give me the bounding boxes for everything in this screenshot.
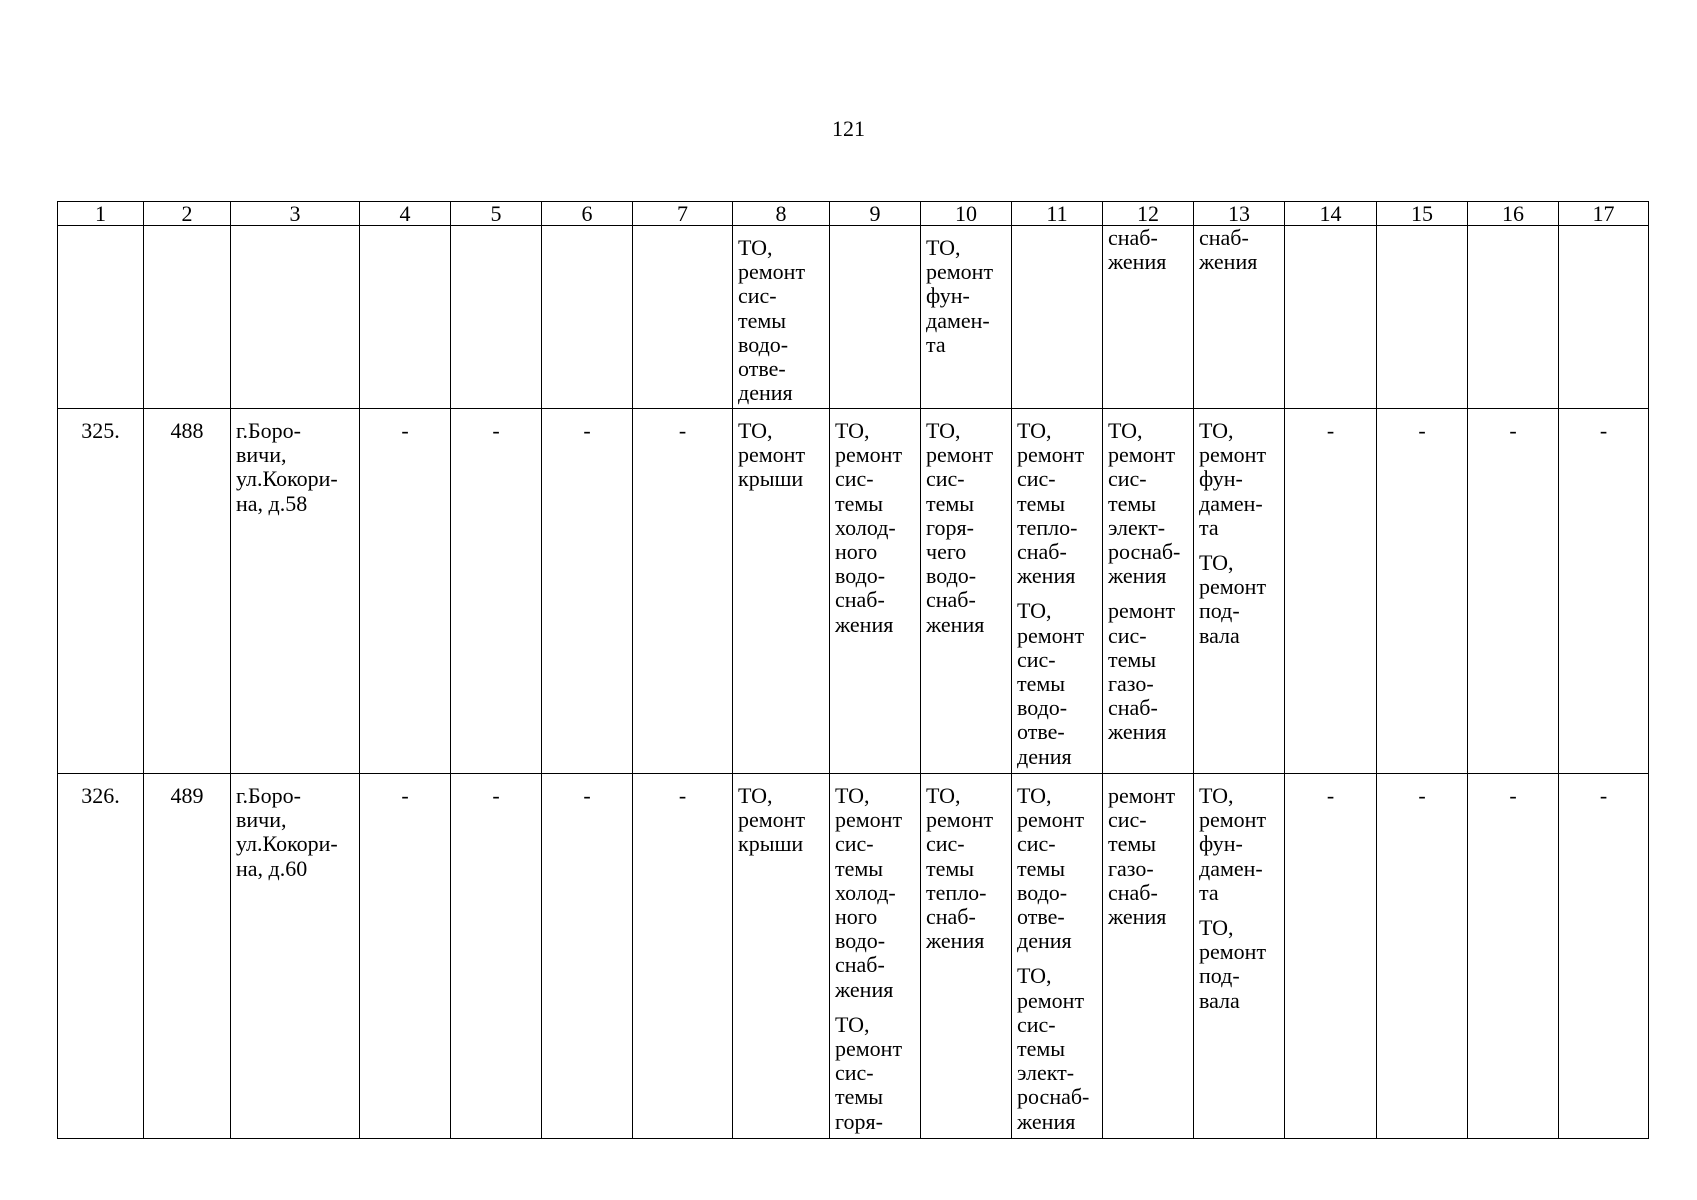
work-item: ТО, ремонт сис- темы тепло- снаб- жения (1017, 418, 1085, 589)
dash: - (1509, 418, 1517, 443)
column-header: 7 (633, 202, 733, 226)
table-cell (1012, 226, 1103, 409)
table-row (58, 409, 1649, 774)
table-cell (1377, 409, 1468, 774)
table-row (58, 774, 1649, 1139)
table-cell (1377, 774, 1468, 1139)
row-number-cell (58, 774, 144, 1139)
table-cell (1559, 774, 1649, 1139)
work-item: ТО, ремонт под- вала (1199, 550, 1267, 648)
column-header: 1 (58, 202, 144, 226)
column-header: 5 (451, 202, 542, 226)
table-cell (542, 774, 633, 1139)
table-cell (451, 409, 542, 774)
column-header: 17 (1559, 202, 1649, 226)
work-item: ТО, ремонт фун- дамен- та (1199, 783, 1267, 905)
column-header: 16 (1468, 202, 1559, 226)
page-number: 121 (832, 116, 865, 141)
table-cell (1559, 226, 1649, 409)
table-cell (1377, 226, 1468, 409)
table-cell (1103, 226, 1194, 409)
table-cell (1103, 409, 1194, 774)
table-cell (1194, 409, 1285, 774)
work-item: ТО, ремонт сис- темы водо- отве- дения (1017, 598, 1085, 769)
row-number-cell (58, 409, 144, 774)
table-cell (921, 774, 1012, 1139)
house-id-cell (144, 409, 231, 774)
house-id: 488 (170, 418, 204, 443)
work-item: ТО, ремонт сис- темы горя- чего водо- снаб- жения (926, 418, 994, 637)
row-number: 325. (81, 418, 120, 443)
address-cell (231, 409, 360, 774)
work-item: ТО, ремонт сис- темы водо- отве- дения (738, 235, 806, 406)
dash: - (1418, 783, 1426, 808)
work-item: ТО, ремонт сис- темы холод- ного водо- снаб- жения (835, 418, 903, 637)
address: г.Боро- вичи, ул.Кокори- на, д.60 (236, 783, 338, 881)
work-item: ТО, ремонт крыши (738, 418, 806, 492)
dash: - (678, 418, 687, 443)
table-cell (1285, 409, 1377, 774)
table-cell (542, 226, 633, 409)
work-item: снаб- жения (1108, 225, 1167, 275)
work-item: ТО, ремонт сис- темы холод- ного водо- снаб- жения (835, 783, 903, 1002)
table-cell (921, 409, 1012, 774)
dash: - (1509, 783, 1517, 808)
table-cell (633, 409, 733, 774)
address-cell (231, 774, 360, 1139)
dash: - (583, 783, 591, 808)
table-cell (451, 226, 542, 409)
column-header: 3 (231, 202, 360, 226)
column-header: 10 (921, 202, 1012, 226)
table-cell (1468, 774, 1559, 1139)
column-header: 15 (1377, 202, 1468, 226)
works-table (57, 201, 1649, 1139)
table-cell (1285, 774, 1377, 1139)
header-row (58, 202, 1649, 226)
row-number: 326. (81, 783, 120, 808)
dash: - (678, 783, 687, 808)
work-item: ТО, ремонт сис- темы тепло- снаб- жения (926, 783, 994, 954)
table-cell (633, 226, 733, 409)
column-header: 14 (1285, 202, 1377, 226)
table-cell (1285, 226, 1377, 409)
column-header: 6 (542, 202, 633, 226)
table-cell (360, 774, 451, 1139)
table-cell (830, 226, 921, 409)
table-cell (1194, 774, 1285, 1139)
work-item: ТО, ремонт фун- дамен- та (1199, 418, 1267, 540)
dash: - (1599, 418, 1608, 443)
table-cell (733, 226, 830, 409)
table-cell (1194, 226, 1285, 409)
work-item: ТО, ремонт сис- темы горя- (835, 1011, 903, 1134)
table-cell (733, 409, 830, 774)
table-cell (1103, 774, 1194, 1139)
table-cell (1012, 409, 1103, 774)
dash: - (401, 418, 409, 443)
table-cell (830, 409, 921, 774)
work-item: ТО, ремонт под- вала (1199, 915, 1267, 1013)
table-cell (733, 774, 830, 1139)
table-cell (1468, 226, 1559, 409)
table-cell (58, 226, 144, 409)
work-item: ремонт сис- темы газо- снаб- жения (1108, 598, 1176, 745)
table-cell (360, 409, 451, 774)
column-header: 13 (1194, 202, 1285, 226)
column-header: 4 (360, 202, 451, 226)
dash: - (1418, 418, 1426, 443)
work-item: ТО, ремонт сис- темы элект- роснаб- жения (1108, 418, 1181, 589)
house-id: 489 (170, 783, 204, 808)
dash: - (583, 418, 591, 443)
column-header: 2 (144, 202, 231, 226)
dash: - (1326, 418, 1335, 443)
table-cell (1559, 409, 1649, 774)
work-item: ТО, ремонт сис- темы водо- отве- дения (1017, 783, 1085, 954)
table-cell (231, 226, 360, 409)
dash: - (492, 418, 500, 443)
column-header: 8 (733, 202, 830, 226)
table-cell (633, 774, 733, 1139)
work-item: ремонт сис- темы газо- снаб- жения (1108, 783, 1176, 930)
work-item: снаб- жения (1199, 225, 1258, 275)
dash: - (492, 783, 500, 808)
continuation-row (58, 226, 1649, 409)
dash: - (1599, 783, 1608, 808)
dash: - (401, 783, 409, 808)
table-cell (360, 226, 451, 409)
dash: - (1326, 783, 1335, 808)
table-cell (921, 226, 1012, 409)
house-id-cell (144, 774, 231, 1139)
column-header: 12 (1103, 202, 1194, 226)
table-cell (144, 226, 231, 409)
table-cell (1468, 409, 1559, 774)
work-item: ТО, ремонт сис- темы элект- роснаб- жения (1017, 963, 1090, 1134)
work-item: ТО, ремонт фун- дамен- та (926, 235, 994, 357)
column-header: 11 (1012, 202, 1103, 226)
work-item: ТО, ремонт крыши (738, 783, 806, 857)
table-cell (542, 409, 633, 774)
column-header: 9 (830, 202, 921, 226)
address: г.Боро- вичи, ул.Кокори- на, д.58 (236, 418, 338, 516)
table-cell (1012, 774, 1103, 1139)
table-cell (451, 774, 542, 1139)
table-cell (830, 774, 921, 1139)
